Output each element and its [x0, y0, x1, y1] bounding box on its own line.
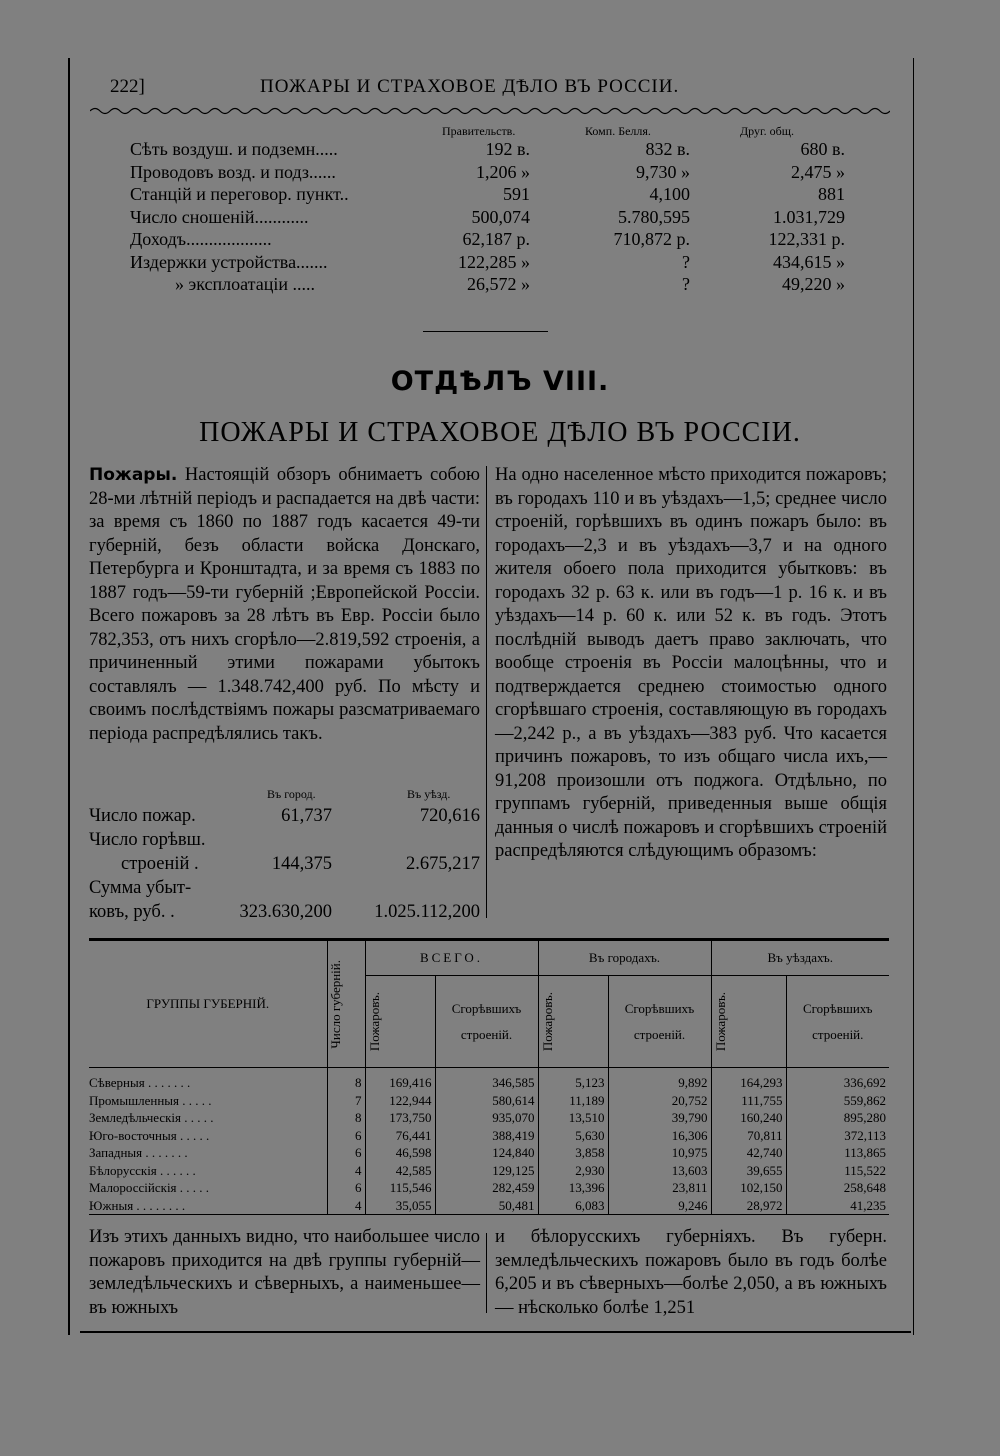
total-fires: 46,598: [365, 1144, 435, 1162]
mini-row: [89, 804, 480, 828]
mini-row-label: ковъ, руб. .: [89, 902, 175, 922]
total-fires: 35,055: [365, 1197, 435, 1215]
right-paragraph: На одно населенное мѣсто приходится пожаровъ; въ городахъ 110 и въ уѣздахъ—1,5; среднее число строеній, горѣвшихъ въ одинъ пожаръ было: въ городахъ—2,3 и въ уѣздахъ—3,7 и на одного жителя обоего пола приходится убытковъ: въ городахъ 32 р. 63 к. или въ годъ—1 р. 16 к. и въ уѣздахъ—14 р. 60 к. или 52 к. въ годъ. Этотъ послѣдній выводъ даетъ право заключать, что вообще строенія въ Россіи малоцѣнны, что и подтверждается среднею стоимостью одного сгорѣвшаго строенія, составляющую въ городахъ—2,242 р., а въ уѣздахъ—383 руб. Что касается причинъ пожаровъ, то изъ общаго числа ихъ,—91,208 произошли отъ поджога. Отдѣльно, по группамъ губерній, приведенныя выше общія данныя о числѣ пожаровъ и сгорѣвшихъ строеній распредѣляются слѣдующимъ образомъ:: [495, 465, 887, 861]
telegraph-value-other: 434,615 »: [773, 251, 845, 272]
mini-row: [89, 900, 480, 924]
city-fires: 2,930: [538, 1162, 608, 1180]
telegraph-value-government: 192 в.: [485, 139, 530, 159]
section-title: ПОЖАРЫ И СТРАХОВОЕ ДѢЛО ВЪ РОССІИ.: [199, 417, 801, 448]
telegraph-row-label: Издержки устройства.......: [130, 251, 328, 272]
table-row: [89, 1074, 889, 1092]
col-header-government: Правительств.: [442, 124, 516, 138]
city-burned: 9,892: [608, 1074, 711, 1092]
total-burned: 124,840: [435, 1144, 538, 1162]
telegraph-value-bell: 710,872 р.: [613, 229, 690, 249]
city-fires: 5,630: [538, 1127, 608, 1145]
total-burned: 580,614: [435, 1092, 538, 1110]
mini-col-district: Въ уѣзд.: [407, 787, 451, 801]
telegraph-value-government: 591: [503, 184, 530, 204]
city-burned: 23,811: [608, 1179, 711, 1197]
section-separator: [423, 331, 548, 332]
city-burned: 16,306: [608, 1127, 711, 1145]
sub-fires-districts: Пожаровъ.: [712, 991, 728, 1052]
telegraph-value-bell: 9,730 »: [636, 161, 690, 182]
mini-row-label: строеній .: [121, 854, 199, 874]
province-count: 8: [327, 1074, 365, 1092]
total-fires: 169,416: [365, 1074, 435, 1092]
col-cities-header: Въ городахъ.: [538, 940, 711, 976]
province-group-name: Малороссійскія . . . . .: [89, 1179, 327, 1197]
province-group-name: Промышленныя . . . . .: [89, 1092, 327, 1110]
col-districts-header: Въ уѣздахъ.: [711, 940, 889, 976]
province-count: 7: [327, 1092, 365, 1110]
bottom-right-text: и бѣлорусскихъ губерніяхъ. Въ губерн. земледѣльческихъ пожаровъ было въ годъ болѣе 6,205 и въ сѣверныхъ—болѣе 2,050, а въ южныхъ — нѣсколько болѣе 1,251: [495, 1227, 887, 1318]
telegraph-value-bell: ?: [682, 274, 690, 294]
telegraph-value-bell: 4,100: [649, 184, 690, 204]
table-row: [89, 1144, 889, 1162]
province-count: 6: [327, 1179, 365, 1197]
telegraph-row: [130, 273, 845, 296]
telegraph-value-other: 881: [818, 184, 845, 204]
telegraph-row: [130, 161, 845, 184]
table-row: [89, 1162, 889, 1180]
telegraph-value-bell: 5.780,595: [618, 206, 690, 227]
col-group-header: ГРУППЫ ГУБЕРНІЙ.: [89, 940, 327, 1068]
telegraph-value-government: 1,206 »: [476, 161, 530, 182]
section-number: ОТДѢЛЪ VIII.: [390, 366, 610, 397]
mini-col-city: Въ город.: [267, 787, 316, 801]
page-frame-bottom: [80, 1331, 911, 1333]
telegraph-value-other: 680 в.: [800, 139, 845, 159]
mini-value-city: 61,737: [281, 806, 332, 826]
district-fires: 70,811: [711, 1127, 786, 1145]
district-burned: 559,862: [843, 1092, 886, 1108]
sub-burned-total: Сгорѣвшихъ: [451, 1000, 522, 1016]
district-burned: 258,648: [843, 1180, 886, 1195]
total-fires: 122,944: [365, 1092, 435, 1110]
district-fires: 39,655: [711, 1162, 786, 1180]
left-paragraph: Настоящій обзоръ обнимаетъ собою 28-ми лѣтній періодъ и распадается на двѣ части: за время съ 1860 по 1887 годъ касается 49-ти губерній, безъ области войска Донскаго, Петербурга и Кронштадта, и за время съ 1883 по 1887 годъ—59-ти губерній ;Европейской Россіи. Всего пожаровъ за 28 лѣтъ въ Евр. Россіи было 782,353, отъ нихъ сгорѣло—2.819,592 строенія, а причиненный этими пожарами убытокъ составлялъ — 1.348.742,400 руб. По мѣсту и своимъ послѣдствіямъ пожары разсматриваемаго періода распредѣлялись такъ.: [89, 465, 481, 744]
province-group-name: Земледѣльческія . . . . .: [89, 1109, 327, 1127]
telegraph-row-label: Станцій и переговор. пункт..: [130, 184, 349, 204]
telegraph-row: [130, 228, 845, 251]
header-title: ПОЖАРЫ И СТРАХОВОЕ ДѢЛО ВЪ РОССІИ.: [260, 76, 680, 97]
total-burned: 282,459: [435, 1179, 538, 1197]
telegraph-value-government: 122,285 »: [458, 251, 530, 272]
mini-value-district: 720,616: [419, 806, 480, 826]
fires-summary-table: [89, 782, 480, 924]
city-burned: 20,752: [608, 1092, 711, 1110]
mini-value-district: 2.675,217: [406, 854, 480, 874]
telegraph-value-other: 1.031,729: [773, 206, 845, 227]
bottom-left-text: Изъ этихъ данныхъ видно, что наибольшее число пожаровъ приходится на двѣ группы губерній—земледѣльческихъ и сѣверныхъ, а наименьшее—въ южныхъ: [89, 1227, 480, 1318]
telegraph-row: [130, 206, 845, 229]
sub-fires-cities: Пожаровъ.: [539, 991, 555, 1052]
telegraph-row: [130, 251, 845, 274]
provinces-table: [89, 938, 889, 1215]
telegraph-value-other: 122,331 р.: [768, 229, 845, 249]
sub-burned-cities-2: строеній.: [633, 1026, 686, 1042]
table-row: [89, 1127, 889, 1145]
mini-value-district: 1.025.112,200: [374, 902, 480, 922]
telegraph-row-label: Число сношеній............: [130, 206, 309, 227]
province-group-name: Сѣверныя . . . . . . .: [89, 1074, 327, 1092]
table-row: [89, 1179, 889, 1197]
province-group-name: Юго-восточныя . . . . .: [89, 1127, 327, 1145]
mini-value-city: 144,375: [271, 854, 332, 874]
bottom-column-divider: [486, 1233, 487, 1313]
telegraph-row: [130, 138, 845, 161]
total-burned: 50,481: [435, 1197, 538, 1215]
left-column-text: [89, 464, 480, 746]
city-fires: 11,189: [538, 1092, 608, 1110]
district-burned: 895,280: [843, 1110, 886, 1125]
telegraph-value-other: 49,220 »: [782, 274, 845, 294]
mini-header-row: [89, 782, 480, 804]
col-total-header: ВСЕГО.: [365, 940, 538, 976]
col-header-other: Друг. общ.: [740, 124, 794, 138]
district-fires: 111,755: [711, 1092, 786, 1110]
total-fires: 115,546: [365, 1179, 435, 1197]
total-burned: 935,070: [435, 1109, 538, 1127]
sub-burned-cities: Сгорѣвшихъ: [624, 1000, 695, 1016]
page-number: 222]: [110, 76, 145, 97]
telegraph-row: [130, 183, 845, 206]
telegraph-table: [130, 120, 845, 296]
city-burned: 39,790: [608, 1109, 711, 1127]
city-burned: 9,246: [608, 1197, 711, 1215]
table-row: [89, 1197, 889, 1215]
province-count: 8: [327, 1109, 365, 1127]
city-burned: 13,603: [608, 1162, 711, 1180]
lead-word: Пожары.: [89, 465, 178, 485]
total-burned: 346,585: [435, 1074, 538, 1092]
header-wavy-rule: [90, 104, 890, 118]
telegraph-row-label: Сѣть воздуш. и подземн.....: [130, 139, 338, 159]
telegraph-value-bell: 832 в.: [645, 139, 690, 159]
col-header-bell: Комп. Белля.: [585, 124, 651, 138]
district-fires: 102,150: [711, 1179, 786, 1197]
district-burned: 41,235: [786, 1197, 889, 1215]
total-fires: 76,441: [365, 1127, 435, 1145]
table-row: [89, 1109, 889, 1127]
province-group-name: Южныя . . . . . . . .: [89, 1197, 327, 1215]
district-burned: 336,692: [843, 1075, 886, 1090]
city-fires: 13,396: [538, 1179, 608, 1197]
district-fires: 160,240: [711, 1109, 786, 1127]
city-fires: 5,123: [538, 1074, 608, 1092]
city-fires: 3,858: [538, 1144, 608, 1162]
total-burned: 129,125: [435, 1162, 538, 1180]
total-fires: 42,585: [365, 1162, 435, 1180]
city-burned: 10,975: [608, 1144, 711, 1162]
mini-row-label: Число горѣвш.: [89, 830, 206, 850]
total-burned: 388,419: [435, 1127, 538, 1145]
telegraph-value-government: 62,187 р.: [462, 229, 530, 249]
telegraph-row-label: » эксплоатаціи .....: [175, 274, 315, 294]
district-burned: 372,113: [844, 1127, 886, 1143]
mini-value-city: 323.630,200: [239, 902, 332, 922]
mini-row: [89, 828, 480, 852]
province-count: 4: [327, 1162, 365, 1180]
province-count: 4: [327, 1197, 365, 1215]
telegraph-value-government: 26,572 »: [467, 274, 530, 294]
province-group-name: Бѣлорусскія . . . . . .: [89, 1162, 327, 1180]
col-count-header: Число губерній.: [327, 959, 343, 1049]
table-row: [89, 1092, 889, 1110]
district-fires: 42,740: [711, 1144, 786, 1162]
telegraph-value-bell: ?: [682, 251, 690, 272]
mini-row-label: Число пожар.: [89, 806, 196, 826]
telegraph-row-label: Проводовъ возд. и подз......: [130, 161, 336, 182]
total-fires: 173,750: [365, 1109, 435, 1127]
telegraph-row-label: Доходъ...................: [130, 229, 272, 249]
district-fires: 28,972: [711, 1197, 786, 1215]
district-burned: 113,865: [844, 1145, 886, 1160]
district-fires: 164,293: [711, 1074, 786, 1092]
telegraph-value-government: 500,074: [471, 206, 530, 227]
province-count: 6: [327, 1144, 365, 1162]
mini-row: [89, 876, 480, 900]
city-fires: 13,510: [538, 1109, 608, 1127]
city-fires: 6,083: [538, 1197, 608, 1215]
sub-burned-districts-2: строеній.: [812, 1026, 864, 1042]
sub-burned-total-2: строеній.: [460, 1026, 513, 1042]
telegraph-value-other: 2,475 »: [791, 161, 845, 182]
sub-burned-districts: Сгорѣвшихъ: [802, 1000, 873, 1016]
mini-row: [89, 852, 480, 876]
province-count: 6: [327, 1127, 365, 1145]
right-column-text: [495, 464, 887, 864]
sub-fires-total: Пожаровъ.: [366, 991, 382, 1052]
province-group-name: Западныя . . . . . . .: [89, 1144, 327, 1162]
telegraph-header-row: [130, 120, 840, 138]
district-burned: 115,522: [844, 1162, 886, 1178]
column-divider: [486, 466, 487, 918]
mini-row-label: Сумма убыт-: [89, 878, 192, 898]
